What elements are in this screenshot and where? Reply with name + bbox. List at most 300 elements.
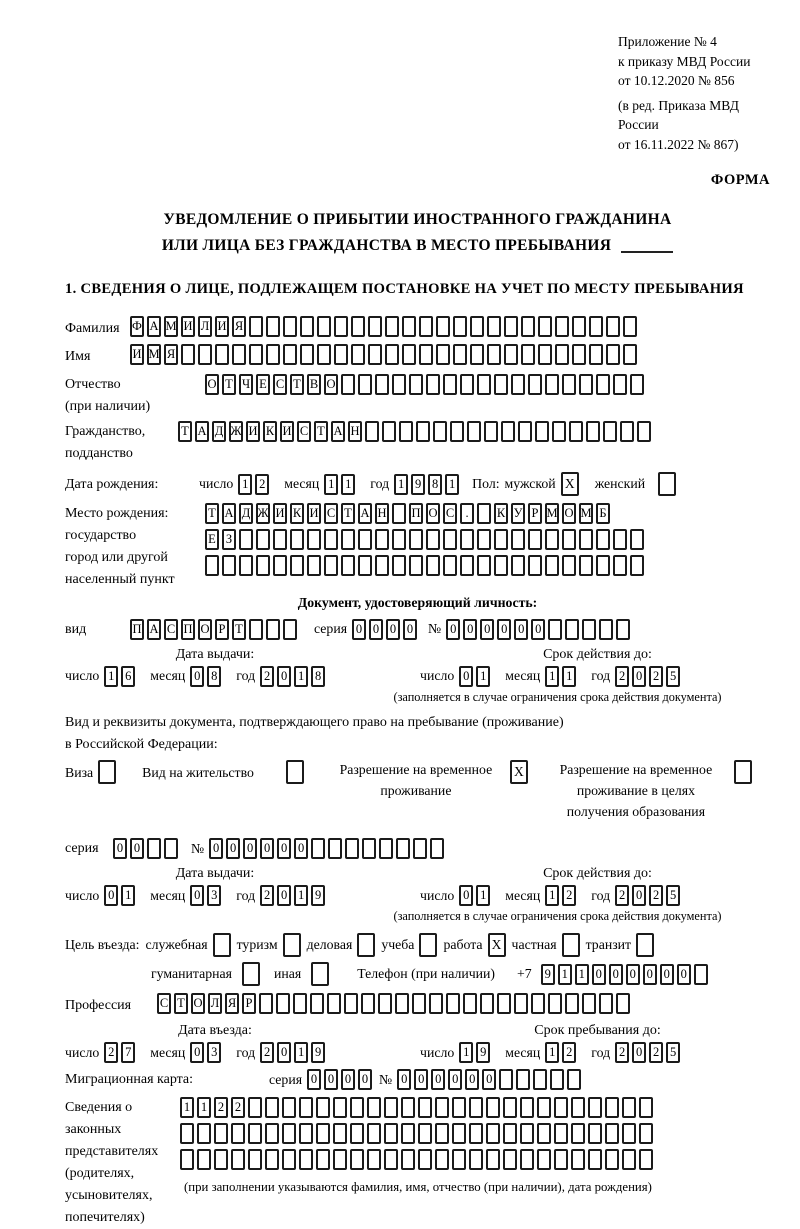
- char-cell[interactable]: [249, 344, 263, 365]
- char-cell[interactable]: [256, 529, 270, 550]
- char-cell[interactable]: [443, 529, 457, 550]
- char-cell[interactable]: 8: [428, 474, 442, 495]
- char-cell[interactable]: [469, 1097, 483, 1118]
- char-cell[interactable]: [486, 1097, 500, 1118]
- char-cell[interactable]: [311, 838, 325, 859]
- char-cell[interactable]: [521, 344, 535, 365]
- char-cell[interactable]: [358, 529, 372, 550]
- char-cell[interactable]: [395, 993, 409, 1014]
- char-cell[interactable]: 2: [562, 1042, 576, 1063]
- char-cell[interactable]: [282, 1149, 296, 1170]
- char-cell[interactable]: [552, 421, 566, 442]
- char-cell[interactable]: [637, 421, 651, 442]
- char-cell[interactable]: [412, 993, 426, 1014]
- char-cell[interactable]: [565, 993, 579, 1014]
- char-cell[interactable]: 0: [514, 619, 528, 640]
- char-cell[interactable]: [443, 555, 457, 576]
- char-cell[interactable]: [316, 1123, 330, 1144]
- char-cell[interactable]: [622, 1097, 636, 1118]
- char-cell[interactable]: [613, 529, 627, 550]
- char-cell[interactable]: 9: [411, 474, 425, 495]
- char-cell[interactable]: [341, 529, 355, 550]
- char-cell[interactable]: 0: [459, 885, 473, 906]
- char-cell[interactable]: [460, 529, 474, 550]
- char-cell[interactable]: [401, 1149, 415, 1170]
- char-cell[interactable]: [231, 1123, 245, 1144]
- char-cell[interactable]: [520, 1097, 534, 1118]
- char-cell[interactable]: [401, 1123, 415, 1144]
- char-cell[interactable]: 0: [307, 1069, 321, 1090]
- char-cell[interactable]: 9: [476, 1042, 490, 1063]
- char-cell[interactable]: [567, 1069, 581, 1090]
- char-cell[interactable]: С: [157, 993, 171, 1014]
- char-cell[interactable]: 1: [476, 885, 490, 906]
- char-cell[interactable]: 0: [369, 619, 383, 640]
- char-cell[interactable]: 0: [609, 964, 623, 985]
- char-cell[interactable]: [300, 316, 314, 337]
- char-cell[interactable]: [504, 316, 518, 337]
- char-cell[interactable]: З: [222, 529, 236, 550]
- char-cell[interactable]: [232, 344, 246, 365]
- char-cell[interactable]: [460, 374, 474, 395]
- char-cell[interactable]: [310, 993, 324, 1014]
- char-cell[interactable]: [316, 1097, 330, 1118]
- char-cell[interactable]: 7: [121, 1042, 135, 1063]
- char-cell[interactable]: [307, 555, 321, 576]
- char-cell[interactable]: [545, 374, 559, 395]
- char-cell[interactable]: И: [246, 421, 260, 442]
- char-cell[interactable]: В: [307, 374, 321, 395]
- char-cell[interactable]: 0: [446, 619, 460, 640]
- char-cell[interactable]: 0: [632, 885, 646, 906]
- char-cell[interactable]: [562, 555, 576, 576]
- char-cell[interactable]: [341, 555, 355, 576]
- char-cell[interactable]: 0: [190, 885, 204, 906]
- char-cell[interactable]: 2: [231, 1097, 245, 1118]
- char-cell[interactable]: [605, 1123, 619, 1144]
- char-cell[interactable]: [248, 1149, 262, 1170]
- char-cell[interactable]: [409, 529, 423, 550]
- char-cell[interactable]: 2: [104, 1042, 118, 1063]
- char-cell[interactable]: [520, 1149, 534, 1170]
- char-cell[interactable]: О: [191, 993, 205, 1014]
- char-cell[interactable]: [453, 316, 467, 337]
- char-cell[interactable]: 2: [615, 666, 629, 687]
- char-cell[interactable]: 0: [660, 964, 674, 985]
- char-cell[interactable]: [630, 555, 644, 576]
- char-cell[interactable]: [452, 1149, 466, 1170]
- char-cell[interactable]: К: [263, 421, 277, 442]
- char-cell[interactable]: Т: [205, 503, 219, 524]
- char-cell[interactable]: [334, 316, 348, 337]
- char-cell[interactable]: [452, 1123, 466, 1144]
- char-cell[interactable]: 3: [207, 885, 221, 906]
- char-cell[interactable]: [545, 555, 559, 576]
- char-cell[interactable]: М: [545, 503, 559, 524]
- char-cell[interactable]: 1: [476, 666, 490, 687]
- char-cell[interactable]: [426, 555, 440, 576]
- char-cell[interactable]: 0: [277, 838, 291, 859]
- char-cell[interactable]: [588, 1097, 602, 1118]
- char-cell[interactable]: [511, 529, 525, 550]
- char-cell[interactable]: [350, 1097, 364, 1118]
- char-cell[interactable]: И: [273, 503, 287, 524]
- char-cell[interactable]: [344, 993, 358, 1014]
- char-cell[interactable]: [533, 1069, 547, 1090]
- char-cell[interactable]: [350, 1123, 364, 1144]
- char-cell[interactable]: И: [130, 344, 144, 365]
- char-cell[interactable]: [606, 344, 620, 365]
- char-cell[interactable]: [282, 1123, 296, 1144]
- char-cell[interactable]: 0: [497, 619, 511, 640]
- char-cell[interactable]: [596, 374, 610, 395]
- char-cell[interactable]: [586, 421, 600, 442]
- char-cell[interactable]: [197, 1123, 211, 1144]
- char-cell[interactable]: [239, 529, 253, 550]
- residence-permit-checkbox[interactable]: [286, 760, 304, 784]
- char-cell[interactable]: [588, 1149, 602, 1170]
- char-cell[interactable]: 0: [459, 666, 473, 687]
- char-cell[interactable]: И: [215, 316, 229, 337]
- char-cell[interactable]: [511, 374, 525, 395]
- char-cell[interactable]: [392, 529, 406, 550]
- char-cell[interactable]: [365, 421, 379, 442]
- char-cell[interactable]: [494, 374, 508, 395]
- char-cell[interactable]: [426, 374, 440, 395]
- char-cell[interactable]: [443, 374, 457, 395]
- char-cell[interactable]: К: [494, 503, 508, 524]
- char-cell[interactable]: 0: [190, 666, 204, 687]
- char-cell[interactable]: [537, 1097, 551, 1118]
- char-cell[interactable]: 1: [180, 1097, 194, 1118]
- char-cell[interactable]: [239, 555, 253, 576]
- char-cell[interactable]: [596, 555, 610, 576]
- char-cell[interactable]: [589, 316, 603, 337]
- char-cell[interactable]: Я: [232, 316, 246, 337]
- char-cell[interactable]: 2: [649, 885, 663, 906]
- char-cell[interactable]: [361, 993, 375, 1014]
- char-cell[interactable]: [520, 1123, 534, 1144]
- char-cell[interactable]: 9: [311, 1042, 325, 1063]
- char-cell[interactable]: [392, 374, 406, 395]
- char-cell[interactable]: Б: [596, 503, 610, 524]
- char-cell[interactable]: [419, 344, 433, 365]
- char-cell[interactable]: [537, 1123, 551, 1144]
- char-cell[interactable]: 8: [311, 666, 325, 687]
- char-cell[interactable]: [571, 1149, 585, 1170]
- char-cell[interactable]: [198, 344, 212, 365]
- char-cell[interactable]: М: [579, 503, 593, 524]
- char-cell[interactable]: 0: [324, 1069, 338, 1090]
- char-cell[interactable]: [181, 344, 195, 365]
- char-cell[interactable]: [639, 1123, 653, 1144]
- char-cell[interactable]: У: [511, 503, 525, 524]
- char-cell[interactable]: [548, 619, 562, 640]
- char-cell[interactable]: 1: [341, 474, 355, 495]
- char-cell[interactable]: К: [290, 503, 304, 524]
- char-cell[interactable]: [351, 316, 365, 337]
- char-cell[interactable]: [384, 1149, 398, 1170]
- char-cell[interactable]: 1: [394, 474, 408, 495]
- char-cell[interactable]: Т: [178, 421, 192, 442]
- char-cell[interactable]: [603, 421, 617, 442]
- char-cell[interactable]: [469, 1123, 483, 1144]
- char-cell[interactable]: [446, 993, 460, 1014]
- char-cell[interactable]: [480, 993, 494, 1014]
- char-cell[interactable]: [613, 374, 627, 395]
- char-cell[interactable]: Т: [174, 993, 188, 1014]
- char-cell[interactable]: 2: [649, 666, 663, 687]
- char-cell[interactable]: [345, 838, 359, 859]
- char-cell[interactable]: [630, 529, 644, 550]
- char-cell[interactable]: 2: [255, 474, 269, 495]
- char-cell[interactable]: 2: [260, 666, 274, 687]
- char-cell[interactable]: [384, 1097, 398, 1118]
- char-cell[interactable]: [436, 344, 450, 365]
- char-cell[interactable]: [572, 316, 586, 337]
- char-cell[interactable]: [616, 619, 630, 640]
- char-cell[interactable]: 0: [277, 1042, 291, 1063]
- char-cell[interactable]: [537, 1149, 551, 1170]
- char-cell[interactable]: 5: [666, 666, 680, 687]
- char-cell[interactable]: [413, 838, 427, 859]
- char-cell[interactable]: [419, 316, 433, 337]
- char-cell[interactable]: 0: [531, 619, 545, 640]
- char-cell[interactable]: [571, 1097, 585, 1118]
- char-cell[interactable]: [409, 555, 423, 576]
- char-cell[interactable]: [402, 344, 416, 365]
- char-cell[interactable]: Ф: [130, 316, 144, 337]
- char-cell[interactable]: 0: [632, 666, 646, 687]
- char-cell[interactable]: [317, 316, 331, 337]
- char-cell[interactable]: [554, 1123, 568, 1144]
- char-cell[interactable]: [333, 1149, 347, 1170]
- char-cell[interactable]: [384, 1123, 398, 1144]
- char-cell[interactable]: Л: [208, 993, 222, 1014]
- char-cell[interactable]: [639, 1149, 653, 1170]
- char-cell[interactable]: 0: [190, 1042, 204, 1063]
- char-cell[interactable]: [639, 1097, 653, 1118]
- char-cell[interactable]: [555, 344, 569, 365]
- char-cell[interactable]: 2: [214, 1097, 228, 1118]
- char-cell[interactable]: О: [426, 503, 440, 524]
- char-cell[interactable]: [545, 529, 559, 550]
- char-cell[interactable]: [409, 374, 423, 395]
- char-cell[interactable]: Т: [290, 374, 304, 395]
- char-cell[interactable]: [694, 964, 708, 985]
- char-cell[interactable]: [282, 1097, 296, 1118]
- char-cell[interactable]: Я: [225, 993, 239, 1014]
- char-cell[interactable]: [276, 993, 290, 1014]
- char-cell[interactable]: 1: [294, 666, 308, 687]
- char-cell[interactable]: [622, 1123, 636, 1144]
- char-cell[interactable]: [469, 1149, 483, 1170]
- char-cell[interactable]: Е: [205, 529, 219, 550]
- char-cell[interactable]: [231, 1149, 245, 1170]
- char-cell[interactable]: [588, 1123, 602, 1144]
- char-cell[interactable]: [599, 619, 613, 640]
- char-cell[interactable]: 0: [358, 1069, 372, 1090]
- char-cell[interactable]: 1: [238, 474, 252, 495]
- char-cell[interactable]: 1: [459, 1042, 473, 1063]
- char-cell[interactable]: 0: [592, 964, 606, 985]
- char-cell[interactable]: [503, 1097, 517, 1118]
- char-cell[interactable]: [477, 529, 491, 550]
- char-cell[interactable]: 5: [666, 885, 680, 906]
- char-cell[interactable]: [514, 993, 528, 1014]
- char-cell[interactable]: Ж: [229, 421, 243, 442]
- char-cell[interactable]: [416, 421, 430, 442]
- char-cell[interactable]: [436, 316, 450, 337]
- char-cell[interactable]: [467, 421, 481, 442]
- char-cell[interactable]: 0: [341, 1069, 355, 1090]
- char-cell[interactable]: О: [324, 374, 338, 395]
- char-cell[interactable]: [453, 344, 467, 365]
- char-cell[interactable]: [470, 316, 484, 337]
- char-cell[interactable]: 0: [403, 619, 417, 640]
- char-cell[interactable]: [379, 838, 393, 859]
- char-cell[interactable]: 0: [294, 838, 308, 859]
- char-cell[interactable]: 0: [632, 1042, 646, 1063]
- char-cell[interactable]: [214, 1149, 228, 1170]
- char-cell[interactable]: О: [198, 619, 212, 640]
- char-cell[interactable]: 0: [482, 1069, 496, 1090]
- char-cell[interactable]: Т: [341, 503, 355, 524]
- char-cell[interactable]: [283, 344, 297, 365]
- char-cell[interactable]: [620, 421, 634, 442]
- char-cell[interactable]: 9: [311, 885, 325, 906]
- char-cell[interactable]: 0: [480, 619, 494, 640]
- char-cell[interactable]: [385, 316, 399, 337]
- char-cell[interactable]: [205, 555, 219, 576]
- char-cell[interactable]: 0: [209, 838, 223, 859]
- char-cell[interactable]: А: [331, 421, 345, 442]
- char-cell[interactable]: [477, 555, 491, 576]
- char-cell[interactable]: [579, 555, 593, 576]
- char-cell[interactable]: 0: [465, 1069, 479, 1090]
- char-cell[interactable]: [418, 1149, 432, 1170]
- char-cell[interactable]: [300, 344, 314, 365]
- char-cell[interactable]: [486, 1149, 500, 1170]
- char-cell[interactable]: [259, 993, 273, 1014]
- char-cell[interactable]: [334, 344, 348, 365]
- char-cell[interactable]: Т: [232, 619, 246, 640]
- char-cell[interactable]: [164, 838, 178, 859]
- char-cell[interactable]: [504, 344, 518, 365]
- char-cell[interactable]: [426, 529, 440, 550]
- char-cell[interactable]: [606, 316, 620, 337]
- char-cell[interactable]: [273, 555, 287, 576]
- char-cell[interactable]: [565, 619, 579, 640]
- char-cell[interactable]: 2: [615, 1042, 629, 1063]
- char-cell[interactable]: 5: [666, 1042, 680, 1063]
- char-cell[interactable]: [616, 993, 630, 1014]
- char-cell[interactable]: П: [130, 619, 144, 640]
- char-cell[interactable]: [501, 421, 515, 442]
- char-cell[interactable]: [328, 838, 342, 859]
- char-cell[interactable]: [399, 421, 413, 442]
- char-cell[interactable]: [290, 529, 304, 550]
- char-cell[interactable]: [299, 1149, 313, 1170]
- char-cell[interactable]: .: [460, 503, 474, 524]
- char-cell[interactable]: [569, 421, 583, 442]
- char-cell[interactable]: [324, 555, 338, 576]
- char-cell[interactable]: [214, 1123, 228, 1144]
- char-cell[interactable]: [327, 993, 341, 1014]
- char-cell[interactable]: 1: [545, 1042, 559, 1063]
- char-cell[interactable]: [367, 1149, 381, 1170]
- char-cell[interactable]: [418, 1097, 432, 1118]
- purpose-business-checkbox[interactable]: [357, 933, 375, 957]
- char-cell[interactable]: М: [147, 344, 161, 365]
- char-cell[interactable]: [554, 1149, 568, 1170]
- purpose-transit-checkbox[interactable]: [636, 933, 654, 957]
- char-cell[interactable]: [256, 555, 270, 576]
- char-cell[interactable]: [499, 1069, 513, 1090]
- char-cell[interactable]: Р: [242, 993, 256, 1014]
- char-cell[interactable]: 1: [294, 1042, 308, 1063]
- char-cell[interactable]: Я: [164, 344, 178, 365]
- char-cell[interactable]: [358, 555, 372, 576]
- char-cell[interactable]: Е: [256, 374, 270, 395]
- char-cell[interactable]: [317, 344, 331, 365]
- char-cell[interactable]: [538, 316, 552, 337]
- char-cell[interactable]: Н: [375, 503, 389, 524]
- char-cell[interactable]: [180, 1149, 194, 1170]
- char-cell[interactable]: [538, 344, 552, 365]
- char-cell[interactable]: 0: [260, 838, 274, 859]
- char-cell[interactable]: [484, 421, 498, 442]
- char-cell[interactable]: 1: [558, 964, 572, 985]
- char-cell[interactable]: [350, 1149, 364, 1170]
- purpose-other-checkbox[interactable]: [311, 962, 329, 986]
- char-cell[interactable]: А: [147, 619, 161, 640]
- char-cell[interactable]: [299, 1097, 313, 1118]
- char-cell[interactable]: [511, 555, 525, 576]
- char-cell[interactable]: [433, 421, 447, 442]
- char-cell[interactable]: [265, 1123, 279, 1144]
- char-cell[interactable]: 9: [541, 964, 555, 985]
- char-cell[interactable]: Д: [212, 421, 226, 442]
- char-cell[interactable]: 2: [649, 1042, 663, 1063]
- char-cell[interactable]: [265, 1097, 279, 1118]
- char-cell[interactable]: П: [409, 503, 423, 524]
- char-cell[interactable]: 1: [445, 474, 459, 495]
- char-cell[interactable]: Ж: [256, 503, 270, 524]
- char-cell[interactable]: [531, 993, 545, 1014]
- char-cell[interactable]: [283, 316, 297, 337]
- char-cell[interactable]: Т: [314, 421, 328, 442]
- char-cell[interactable]: [333, 1097, 347, 1118]
- char-cell[interactable]: [368, 316, 382, 337]
- char-cell[interactable]: [248, 1097, 262, 1118]
- char-cell[interactable]: [362, 838, 376, 859]
- char-cell[interactable]: С: [164, 619, 178, 640]
- char-cell[interactable]: [418, 1123, 432, 1144]
- char-cell[interactable]: [333, 1123, 347, 1144]
- char-cell[interactable]: [197, 1149, 211, 1170]
- char-cell[interactable]: 0: [397, 1069, 411, 1090]
- temp-residence-education-checkbox[interactable]: [734, 760, 752, 784]
- char-cell[interactable]: [548, 993, 562, 1014]
- char-cell[interactable]: [477, 374, 491, 395]
- char-cell[interactable]: А: [222, 503, 236, 524]
- char-cell[interactable]: [396, 838, 410, 859]
- char-cell[interactable]: [307, 529, 321, 550]
- gender-male-checkbox[interactable]: X: [561, 472, 579, 496]
- char-cell[interactable]: [579, 529, 593, 550]
- char-cell[interactable]: А: [358, 503, 372, 524]
